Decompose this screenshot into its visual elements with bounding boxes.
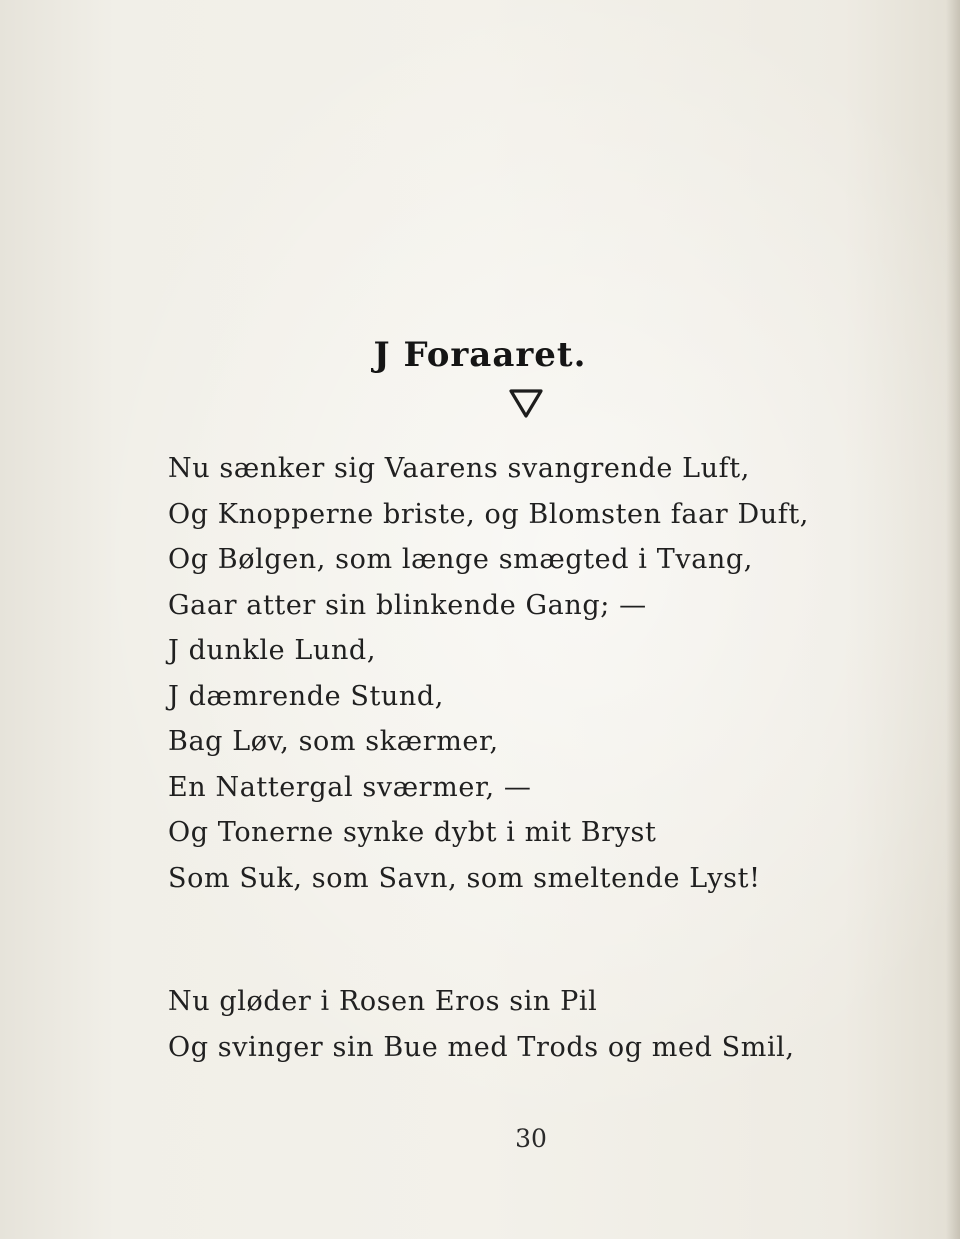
- verse-line: Gaar atter sin blinkende Gang; —: [168, 589, 647, 621]
- verse-line: Og svinger sin Bue med Trods og med Smil,: [168, 1031, 795, 1063]
- verse-line: Nu sænker sig Vaarens svangrende Luft,: [168, 453, 750, 484]
- verse-line: En Nattergal sværmer, —: [168, 771, 532, 803]
- page-number: 30: [515, 1124, 547, 1153]
- verse-line: Og Tonerne synke dybt i mit Bryst: [168, 817, 657, 848]
- verse-line: Og Knopperne briste, og Blomsten faar Duft,: [168, 498, 809, 530]
- verse-line: Og Bølgen, som længe smægted i Tvang,: [168, 544, 753, 575]
- verse-line: J dæmrende Stund,: [168, 680, 444, 712]
- down-triangle-icon: [507, 386, 545, 420]
- stanza-1: [168, 446, 809, 901]
- verse-line: Bag Løv, som skærmer,: [168, 726, 499, 757]
- verse-line: J dunkle Lund,: [168, 635, 376, 666]
- stanza-2: [168, 979, 795, 1070]
- verse-line: Nu gløder i Rosen Eros sin Pil: [168, 986, 598, 1017]
- page-edge-shadow: [946, 0, 960, 1239]
- poem-title: J Foraaret.: [373, 334, 587, 375]
- verse-line: Som Suk, som Savn, som smeltende Lyst!: [168, 862, 761, 894]
